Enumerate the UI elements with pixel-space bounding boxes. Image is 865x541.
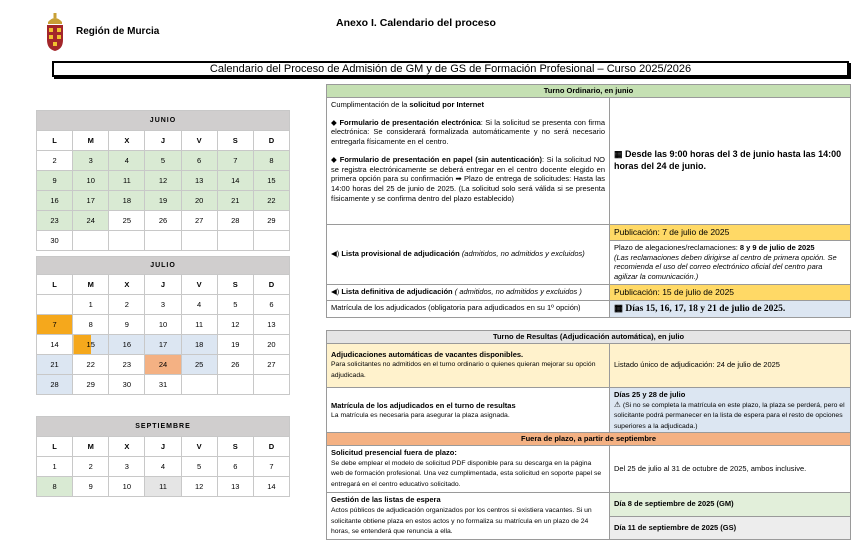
day-cell: 29 xyxy=(253,211,289,231)
day-cell: 6 xyxy=(253,295,289,315)
diamond-icon: ◆ xyxy=(331,117,340,127)
publicacion-provisional: Publicación: 7 de julio de 2025 xyxy=(610,224,851,240)
day-cell: 21 xyxy=(37,355,73,375)
day-cell: 27 xyxy=(181,211,217,231)
alegaciones: Plazo de alegaciones/reclamaciones: 8 y 9 de julio de 2025 (Las reclamaciones deben dirigirse al centro de primera opción. Se recomienda el uso del correo electrónico oficial del centro para agilizar la comunicación.) xyxy=(610,240,851,284)
day-cell: 31 xyxy=(145,375,181,395)
weekday: V xyxy=(181,437,217,457)
day-cell: 11 xyxy=(109,171,145,191)
day-cell: 23 xyxy=(109,355,145,375)
day-cell: 7 xyxy=(253,457,289,477)
day-cell: 8 xyxy=(37,477,73,497)
fecha-gs: Día 11 de septiembre de 2025 (GS) xyxy=(610,516,851,540)
day-cell: 1 xyxy=(73,295,109,315)
weekday: S xyxy=(217,437,253,457)
day-cell: 20 xyxy=(253,335,289,355)
warning-icon: ⚠ xyxy=(614,399,623,409)
day-cell: 26 xyxy=(145,211,181,231)
region-murcia-crest-icon xyxy=(44,12,66,52)
day-cell: 16 xyxy=(109,335,145,355)
matricula-resultas: Matrícula de los adjudicados en el turno de resultas La matrícula es necesaria para asegurar la plaza asignada. xyxy=(327,387,610,434)
matricula-resultas-plazo: Días 25 y 28 de julio ⚠ (Si no se completa la matrícula en este plazo, la plaza se perderá, pero el solicitante podrá permanecer en la lista de espera para el resto de opciones superiores a la adjudicada.) xyxy=(610,387,851,434)
day-cell: 10 xyxy=(73,171,109,191)
day-cell: 19 xyxy=(217,335,253,355)
calendar-icon: ▦ xyxy=(614,149,626,160)
day-cell: 5 xyxy=(217,295,253,315)
day-cell: 22 xyxy=(73,355,109,375)
day-cell: 22 xyxy=(253,191,289,211)
fuera-header: Fuera de plazo, a partir de septiembre xyxy=(327,433,851,446)
weekday: X xyxy=(109,437,145,457)
day-cell: 14 xyxy=(253,477,289,497)
matricula-dias: ▦ Días 15, 16, 17, 18 y 21 de julio de 2025. xyxy=(610,300,851,317)
publicacion-definitiva: Publicación: 15 de julio de 2025 xyxy=(610,284,851,300)
weekday: M xyxy=(73,131,109,151)
month-title: JUNIO xyxy=(37,111,290,131)
day-cell: 15 xyxy=(253,171,289,191)
solicitud-presencial: Solicitud presencial fuera de plazo: Se debe emplear el modelo de solicitud PDF disponible para su descarga en la página web de formación profesional. Una vez cumplimentada, esta solicitud en soporte papel se entregará en el centro educativo solicitado. xyxy=(327,445,610,492)
weekday: L xyxy=(37,131,73,151)
day-cell: 7 xyxy=(37,315,73,335)
weekday: M xyxy=(73,437,109,457)
day-cell: 13 xyxy=(217,477,253,497)
lista-provisional: ◀) Lista provisional de adjudicación (admitidos, no admitidos y excluidos) xyxy=(327,224,610,284)
day-cell: 9 xyxy=(109,315,145,335)
weekday: D xyxy=(253,131,289,151)
day-cell: 6 xyxy=(181,151,217,171)
solicitud-cell: Cumplimentación de la solicitud por Internet ◆ Formulario de presentación electrónica: Si la solicitud se presenta con firma electrónica: Se considerará formalizada automáticamente y no será necesario entregarla físicamente en el centro. ◆ Formulario de presentación en papel (sin autenticación): Si la solicitud NO se registra electrónicamente se deberá entregar en el centro docente elegido en primera opción para su confirmación ➡ Plazo de entrega de solicitudes: Hasta las 14:00 horas del 25 de junio de 2025. (La solicitud solo será válida si se presenta físicamente y se confirma dentro del plazo establecido) xyxy=(327,97,610,224)
day-cell: 14 xyxy=(217,171,253,191)
day-cell: 21 xyxy=(217,191,253,211)
weekday: J xyxy=(145,275,181,295)
weekday: V xyxy=(181,275,217,295)
calendar-icon: ▦ xyxy=(614,303,626,314)
day-cell: 19 xyxy=(145,191,181,211)
matricula-ordinario: Matrícula de los adjudicados (obligatoria para adjudicados en su 1º opción) xyxy=(327,300,610,317)
fecha-gm: Día 8 de septiembre de 2025 (GM) xyxy=(610,492,851,516)
day-cell: 15 xyxy=(73,335,109,355)
day-cell: 2 xyxy=(37,151,73,171)
weekday: S xyxy=(217,275,253,295)
day-cell: 4 xyxy=(145,457,181,477)
month-title: JULIO xyxy=(37,257,290,275)
resultas-table xyxy=(326,330,851,435)
day-cell: 30 xyxy=(109,375,145,395)
day-cell: 3 xyxy=(109,457,145,477)
day-cell: 30 xyxy=(37,231,73,251)
weekday: D xyxy=(253,437,289,457)
day-cell: 3 xyxy=(73,151,109,171)
day-cell: 23 xyxy=(37,211,73,231)
day-cell: 28 xyxy=(37,375,73,395)
day-cell: 13 xyxy=(253,315,289,335)
speaker-icon: ◀) xyxy=(331,249,342,259)
day-cell: 11 xyxy=(145,477,181,497)
day-cell: 5 xyxy=(181,457,217,477)
weekday: S xyxy=(217,131,253,151)
day-cell: 28 xyxy=(217,211,253,231)
day-cell: 20 xyxy=(181,191,217,211)
resultas-header: Turno de Resultas (Adjudicación automática), en julio xyxy=(327,331,851,344)
lista-definitiva: ◀) Lista definitiva de adjudicación ( admitidos, no admitidos y excluidos ) xyxy=(327,284,610,300)
adjudicacion-automatica: Adjudicaciones automáticas de vacantes disponibles. Para solicitantes no admitidos en el turno ordinario o quienes quieran mejorar su opción adjudicada. xyxy=(327,343,610,387)
day-cell: 16 xyxy=(37,191,73,211)
ordinario-table xyxy=(326,84,851,318)
day-cell: 18 xyxy=(181,335,217,355)
day-cell: 26 xyxy=(217,355,253,375)
weekday: J xyxy=(145,131,181,151)
day-cell: 10 xyxy=(145,315,181,335)
annex-title: Anexo I. Calendario del proceso xyxy=(336,17,496,29)
calendar-june xyxy=(36,110,290,251)
day-cell: 4 xyxy=(181,295,217,315)
day-cell: 25 xyxy=(181,355,217,375)
day-cell: 12 xyxy=(181,477,217,497)
weekday: D xyxy=(253,275,289,295)
day-cell: 8 xyxy=(253,151,289,171)
day-cell: 9 xyxy=(37,171,73,191)
speaker-icon: ◀) xyxy=(331,286,342,296)
weekday: V xyxy=(181,131,217,151)
plazo-solicitud: ▦ Desde las 9:00 horas del 3 de junio hasta las 14:00 horas del 24 de junio. xyxy=(610,97,851,224)
day-cell: 29 xyxy=(73,375,109,395)
day-cell: 25 xyxy=(109,211,145,231)
day-cell: 17 xyxy=(73,191,109,211)
day-cell: 10 xyxy=(109,477,145,497)
main-title: Calendario del Proceso de Admisión de GM y de GS de Formación Profesional – Curso 2025/2026 xyxy=(52,61,849,77)
day-cell: 27 xyxy=(253,355,289,375)
solicitud-presencial-fecha: Del 25 de julio al 31 de octubre de 2025, ambos inclusive. xyxy=(610,445,851,492)
calendar-september xyxy=(36,416,290,497)
brand-name: Región de Murcia xyxy=(76,26,160,37)
weekday: L xyxy=(37,437,73,457)
listado-unico: Listado único de adjudicación: 24 de julio de 2025 xyxy=(610,343,851,387)
fuera-plazo-table xyxy=(326,432,851,540)
weekday: L xyxy=(37,275,73,295)
weekday: M xyxy=(73,275,109,295)
day-cell: 3 xyxy=(145,295,181,315)
day-cell: 5 xyxy=(145,151,181,171)
day-cell: 13 xyxy=(181,171,217,191)
day-cell: 1 xyxy=(37,457,73,477)
day-cell: 11 xyxy=(181,315,217,335)
day-cell: 17 xyxy=(145,335,181,355)
gestion-listas: Gestión de las listas de espera Actos públicos de adjudicación organizados por los centros si existiera vacantes. Si un solicitante obtiene plaza en estos actos y no formaliza su matrícula en un plazo de 24 horas, se entenderá que renuncia a ella. xyxy=(327,492,610,539)
weekday: X xyxy=(109,131,145,151)
weekday: J xyxy=(145,437,181,457)
day-cell: 24 xyxy=(145,355,181,375)
day-cell: 4 xyxy=(109,151,145,171)
month-title: SEPTIEMBRE xyxy=(37,417,290,437)
day-cell: 12 xyxy=(145,171,181,191)
day-cell: 24 xyxy=(73,211,109,231)
day-cell: 14 xyxy=(37,335,73,355)
day-cell: 9 xyxy=(73,477,109,497)
day-cell: 8 xyxy=(73,315,109,335)
calendar-july xyxy=(36,256,290,395)
day-cell: 6 xyxy=(217,457,253,477)
day-cell: 2 xyxy=(109,295,145,315)
day-cell: 12 xyxy=(217,315,253,335)
ordinario-header: Turno Ordinario, en junio xyxy=(327,85,851,98)
weekday: X xyxy=(109,275,145,295)
day-cell: 2 xyxy=(73,457,109,477)
diamond-icon: ◆ xyxy=(331,154,340,164)
day-cell: 7 xyxy=(217,151,253,171)
day-cell: 18 xyxy=(109,191,145,211)
